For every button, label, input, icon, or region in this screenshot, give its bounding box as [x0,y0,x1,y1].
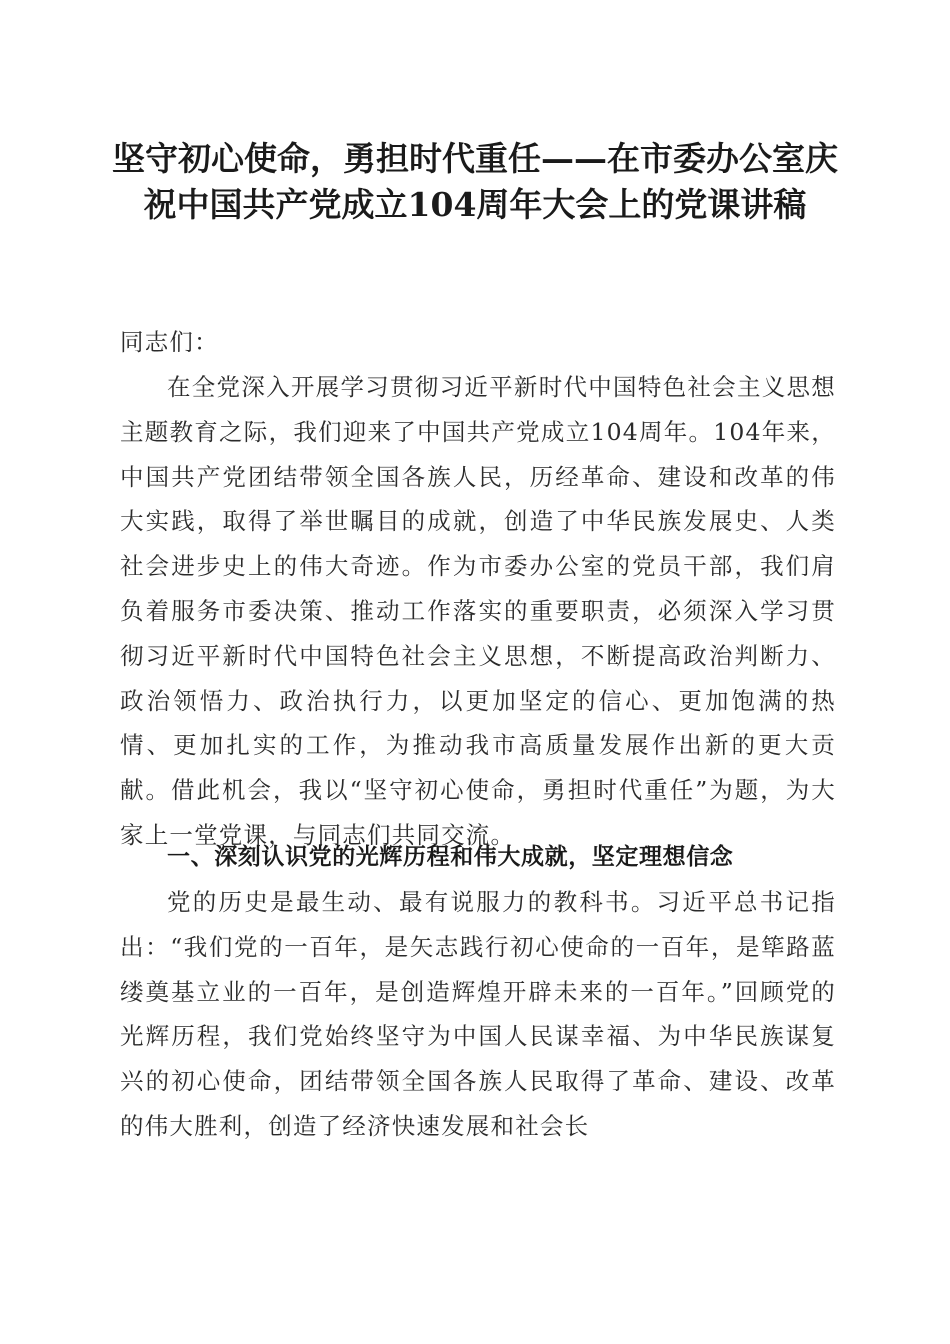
salutation: 同志们： [120,328,219,356]
document-title: 坚守初心使命，勇担时代重任——在市委办公室庆祝中国共产党成立104周年大会上的党课讲稿 [112,139,838,224]
section-heading: 一、深刻认识党的光辉历程和伟大成就，坚定理想信念 [167,844,734,870]
body-paragraph: 党的历史是最生动、最有说服力的教科书。习近平总书记指出：“我们党的一百年，是矢志践行初心使命的一百年，是筚路蓝缕奠基立业的一百年，是创造辉煌开辟未来的一百年。”回顾党的光辉历程，我们党始终坚守为中国人民谋幸福、为中华民族谋复兴的初心使命，团结带领全国各族人民取得了革命、建设、改革的伟大胜利，创造了经济快速发展和社会长 [120,888,836,1140]
body-paragraph: 在全党深入开展学习贯彻习近平新时代中国特色社会主义思想主题教育之际，我们迎来了中国共产党成立104周年。104年来，中国共产党团结带领全国各族人民，历经革命、建设和改革的伟大实践，取得了举世瞩目的成就，创造了中华民族发展史、人类社会进步史上的伟大奇迹。作为市委办公室的党员干部，我们肩负着服务市委决策、推动工作落实的重要职责，必须深入学习贯彻习近平新时代中国特色社会主义思想，不断提高政治判断力、政治领悟力、政治执行力，以更加坚定的信心、更加饱满的热情、更加扎实的工作，为推动我市高质量发展作出新的更大贡献。借此机会，我以“坚守初心使命，勇担时代重任”为题，为大家上一堂党课，与同志们共同交流。 [120,373,836,849]
